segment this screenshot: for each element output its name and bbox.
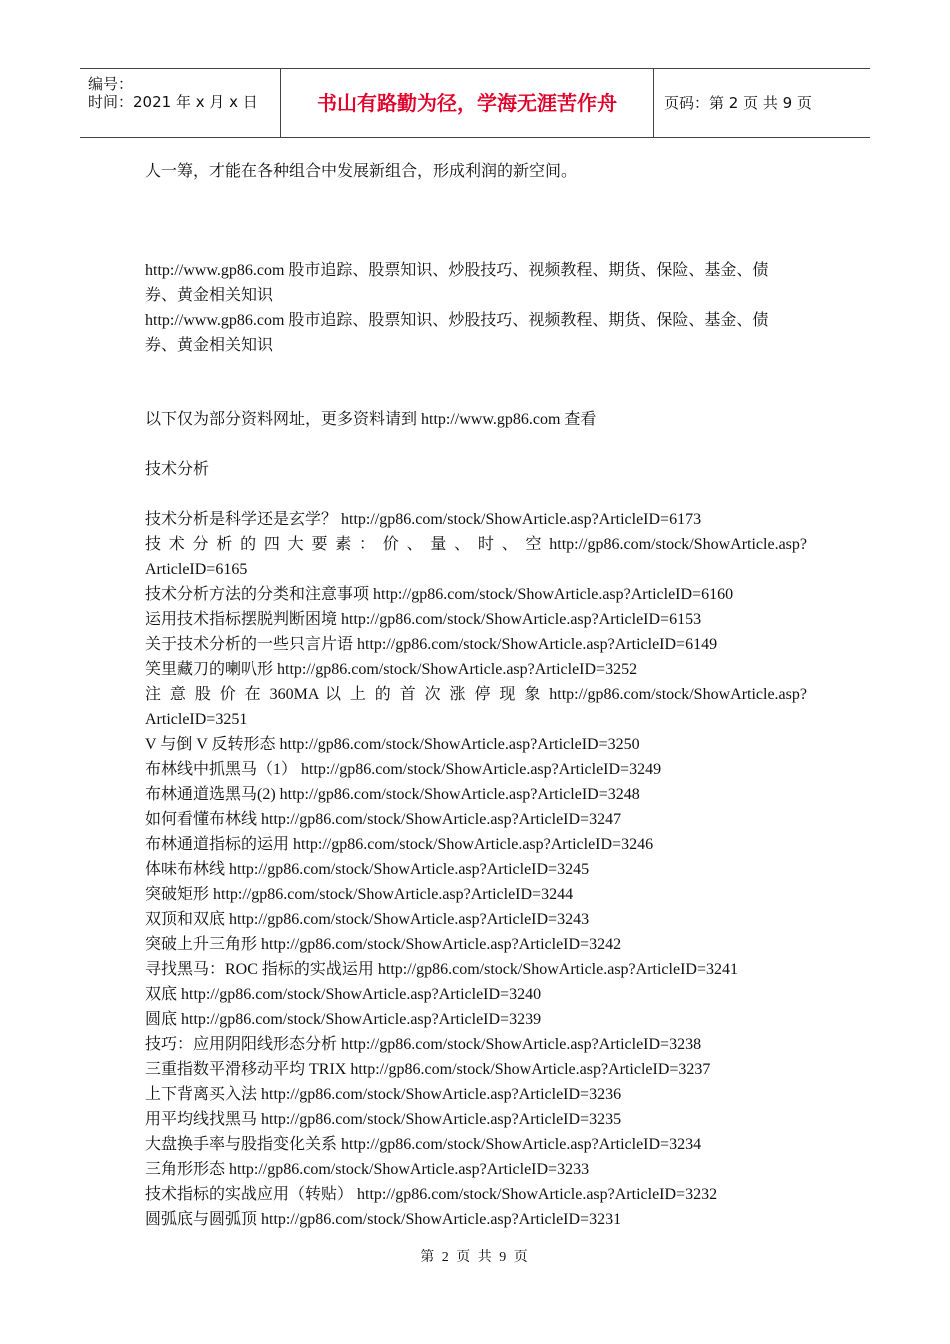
article-link[interactable]: 圆底 http://gp86.com/stock/ShowArticle.asp?ArticleID=3239 (145, 1011, 542, 1028)
article-link[interactable]: 圆弧底与圆弧顶 http://gp86.com/stock/ShowArticle.asp?ArticleID=3231 (145, 1211, 622, 1228)
site-promo-line[interactable]: http://www.gp86.com 股市追踪、股票知识、炒股技巧、视频教程、期货、保险、基金、债 (145, 312, 769, 329)
document-date: 时间：2021 年 x 月 x 日 (88, 93, 258, 111)
article-link[interactable]: 突破矩形 http://gp86.com/stock/ShowArticle.asp?ArticleID=3244 (145, 886, 574, 903)
article-link-cont[interactable]: ArticleID=3251 (145, 711, 248, 728)
site-promo-line-cont: 券、黄金相关知识 (145, 337, 274, 354)
site-promo-line-cont: 券、黄金相关知识 (145, 287, 274, 304)
more-info-notice[interactable]: 以下仅为部分资料网址，更多资料请到 http://www.gp86.com 查看 (145, 411, 597, 428)
article-link[interactable]: 技巧：应用阴阳线形态分析 http://gp86.com/stock/ShowArticle.asp?ArticleID=3238 (145, 1036, 702, 1053)
article-link[interactable]: 关于技术分析的一些只言片语 http://gp86.com/stock/ShowArticle.asp?ArticleID=6149 (145, 636, 718, 653)
article-link[interactable]: 大盘换手率与股指变化关系 http://gp86.com/stock/ShowArticle.asp?ArticleID=3234 (145, 1136, 702, 1153)
article-link[interactable]: 双顶和双底 http://gp86.com/stock/ShowArticle.asp?ArticleID=3243 (145, 911, 590, 928)
article-link[interactable]: 笑里藏刀的喇叭形 http://gp86.com/stock/ShowArticle.asp?ArticleID=3252 (145, 661, 638, 678)
article-link[interactable]: 突破上升三角形 http://gp86.com/stock/ShowArticle.asp?ArticleID=3242 (145, 936, 622, 953)
article-link[interactable]: 三重指数平滑移动平均 TRIX http://gp86.com/stock/ShowArticle.asp?ArticleID=3237 (145, 1061, 711, 1078)
article-link[interactable]: 如何看懂布林线 http://gp86.com/stock/ShowArticle.asp?ArticleID=3247 (145, 811, 622, 828)
article-link[interactable]: 双底 http://gp86.com/stock/ShowArticle.asp?ArticleID=3240 (145, 986, 542, 1003)
article-link[interactable]: 技术分析方法的分类和注意事项 http://gp86.com/stock/ShowArticle.asp?ArticleID=6160 (145, 586, 734, 603)
site-promo-line[interactable]: http://www.gp86.com 股市追踪、股票知识、炒股技巧、视频教程、期货、保险、基金、债 (145, 262, 769, 279)
article-link[interactable]: 三角形形态 http://gp86.com/stock/ShowArticle.asp?ArticleID=3233 (145, 1161, 590, 1178)
section-title: 技术分析 (145, 461, 210, 478)
page-header (80, 68, 870, 138)
article-link[interactable]: 布林通道选黑马(2) http://gp86.com/stock/ShowArticle.asp?ArticleID=3248 (145, 786, 640, 803)
article-link[interactable]: 布林线中抓黑马（1） http://gp86.com/stock/ShowArticle.asp?ArticleID=3249 (145, 761, 662, 778)
article-link[interactable]: 技 术 分 析 的 四 大 要 素 ： 价 、 量 、 时 、 空 http://gp86.com/stock/ShowArticle.asp? (145, 536, 807, 553)
page-footer: 第 2 页 共 9 页 (420, 1250, 530, 1265)
article-link[interactable]: 用平均线找黑马 http://gp86.com/stock/ShowArticle.asp?ArticleID=3235 (145, 1111, 622, 1128)
article-link[interactable]: 技术分析是科学还是玄学？ http://gp86.com/stock/ShowArticle.asp?ArticleID=6173 (145, 511, 702, 528)
header-motto: 书山有路勤为径，学海无涯苦作舟 (281, 69, 654, 137)
document-number-label: 编号： (88, 75, 134, 93)
article-link[interactable]: 布林通道指标的运用 http://gp86.com/stock/ShowArticle.asp?ArticleID=3246 (145, 836, 654, 853)
intro-paragraph: 人一筹，才能在各种组合中发展新组合，形成利润的新空间。 (145, 163, 578, 180)
article-link[interactable]: 体味布林线 http://gp86.com/stock/ShowArticle.asp?ArticleID=3245 (145, 861, 590, 878)
article-link[interactable]: V 与倒 V 反转形态 http://gp86.com/stock/ShowArticle.asp?ArticleID=3250 (145, 736, 640, 753)
header-meta-cell (80, 69, 281, 137)
article-link[interactable]: 技术指标的实战应用（转贴） http://gp86.com/stock/ShowArticle.asp?ArticleID=3232 (145, 1186, 718, 1203)
header-page-info: 页码：第 2 页 共 9 页 (664, 94, 812, 112)
article-link[interactable]: 寻找黑马：ROC 指标的实战运用 http://gp86.com/stock/ShowArticle.asp?ArticleID=3241 (145, 961, 738, 978)
article-link[interactable]: 运用技术指标摆脱判断困境 http://gp86.com/stock/ShowArticle.asp?ArticleID=6153 (145, 611, 702, 628)
article-link-cont[interactable]: ArticleID=6165 (145, 561, 248, 578)
article-link[interactable]: 注 意 股 价 在 360MA 以 上 的 首 次 涨 停 现 象 http://gp86.com/stock/ShowArticle.asp? (145, 686, 807, 703)
article-link[interactable]: 上下背离买入法 http://gp86.com/stock/ShowArticle.asp?ArticleID=3236 (145, 1086, 622, 1103)
